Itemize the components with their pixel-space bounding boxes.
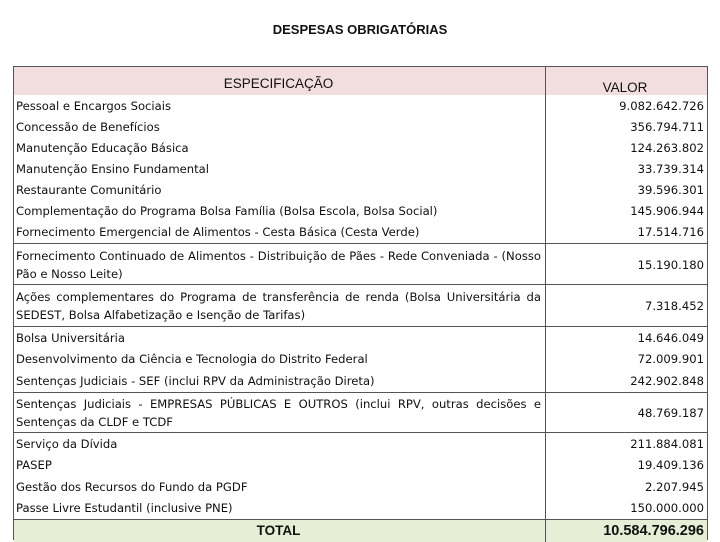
- row-value: 17.514.716: [637, 225, 704, 239]
- row-spec: Serviço da Dívida: [14, 433, 546, 455]
- table-row: [14, 370, 707, 392]
- table-row: [14, 221, 707, 243]
- table-row: [14, 454, 707, 476]
- row-value: 7.318.452: [644, 299, 704, 313]
- table-total-row: [14, 519, 707, 542]
- row-spec: Sentenças Judiciais - EMPRESAS PÚBLICAS E OUTROS (inclui RPV, outras decisões e Sentenças da CLDF e TCDF: [14, 393, 546, 433]
- table-row: [14, 348, 707, 370]
- page-title: DESPESAS OBRIGATÓRIAS: [272, 22, 448, 37]
- row-value: 211.884.081: [630, 437, 704, 451]
- row-spec: Desenvolvimento da Ciência e Tecnologia do Distrito Federal: [14, 348, 546, 370]
- table-row: [14, 326, 707, 349]
- table-row: [14, 476, 707, 497]
- table-row: [14, 497, 707, 519]
- row-value: 33.739.314: [637, 161, 704, 176]
- row-spec: Manutenção Ensino Fundamental: [14, 158, 546, 179]
- table-row: [14, 200, 707, 221]
- row-value: 48.769.187: [637, 406, 704, 420]
- row-spec: Bolsa Universitária: [14, 327, 546, 349]
- row-value: 19.409.136: [637, 458, 704, 472]
- row-spec: Gestão dos Recursos do Fundo da PGDF: [14, 476, 546, 497]
- row-value: 145.906.944: [630, 203, 704, 218]
- row-spec: Complementação do Programa Bolsa Família (Bolsa Escola, Bolsa Social): [14, 200, 546, 221]
- row-spec: Restaurante Comunitário: [14, 179, 546, 200]
- row-value: 150.000.000: [630, 501, 704, 515]
- row-value: 124.263.802: [630, 140, 704, 155]
- total-label: TOTAL: [14, 520, 546, 542]
- table-row: [14, 158, 707, 179]
- row-spec: Fornecimento Emergencial de Alimentos - Cesta Básica (Cesta Verde): [14, 221, 546, 243]
- table-row: [14, 179, 707, 200]
- expenses-table: [13, 66, 708, 540]
- row-value: 72.009.901: [637, 352, 704, 366]
- row-value: 39.596.301: [637, 182, 704, 197]
- row-value: 9.082.642.726: [619, 98, 704, 113]
- row-spec: Pessoal e Encargos Sociais: [14, 95, 546, 116]
- row-value: 2.207.945: [644, 479, 704, 494]
- table-row: [14, 137, 707, 158]
- row-value: 14.646.049: [637, 331, 704, 345]
- table-row: [14, 95, 707, 116]
- row-value: 15.190.180: [637, 257, 704, 272]
- header-spec: ESPECIFICAÇÃO: [14, 67, 546, 95]
- row-spec: Passe Livre Estudantil (inclusive PNE): [14, 497, 546, 519]
- table-row: [14, 392, 707, 433]
- total-value: 10.584.796.296: [546, 520, 707, 542]
- row-spec: PASEP: [14, 454, 546, 476]
- row-spec: Ações complementares do Programa de transferência de renda (Bolsa Universitária da SEDEST, Bolsa Alfabetização e Isenção de Tarifas): [14, 285, 546, 327]
- row-spec: Concessão de Benefícios: [14, 116, 546, 137]
- table-row: [14, 116, 707, 137]
- row-spec: Fornecimento Continuado de Alimentos - Distribuição de Pães - Rede Conveniada - (Nosso Pão e Nosso Leite): [14, 244, 546, 285]
- row-value: 356.794.711: [630, 119, 704, 134]
- table-row: [14, 243, 707, 285]
- header-value: VALOR: [546, 67, 707, 95]
- table-row: [14, 432, 707, 455]
- table-row: [14, 284, 707, 327]
- row-spec: Manutenção Educação Básica: [14, 137, 546, 158]
- row-spec: Sentenças Judiciais - SEF (inclui RPV da Administração Direta): [14, 370, 546, 392]
- table-header: [14, 67, 707, 95]
- row-value: 242.902.848: [630, 374, 704, 388]
